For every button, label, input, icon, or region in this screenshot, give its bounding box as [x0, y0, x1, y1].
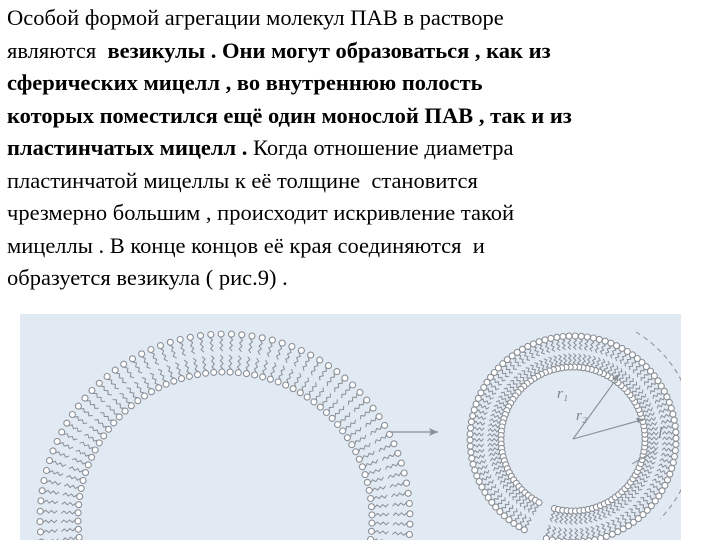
lipid-head: [344, 435, 350, 441]
lipid-head: [317, 404, 323, 410]
lipid-head: [329, 415, 335, 421]
lipid-head: [468, 425, 474, 431]
lipid-head: [219, 369, 225, 375]
lipid-head: [259, 335, 265, 341]
lipid-head: [560, 334, 566, 340]
closing-vesicle: [467, 333, 679, 540]
lipid-head: [59, 429, 65, 435]
lipid-head: [668, 405, 674, 411]
text-line: [7, 230, 713, 263]
lipid-head: [75, 526, 81, 532]
lipid-head: [672, 454, 678, 460]
lipid-head: [279, 340, 285, 346]
text-line: [7, 197, 713, 230]
lipid-head: [78, 485, 84, 491]
lipid-head: [406, 501, 412, 507]
lipid-head: [566, 333, 572, 339]
lipid-head: [122, 408, 128, 414]
lipid-head: [83, 470, 89, 476]
lipid-head: [229, 331, 235, 337]
lipid-head: [584, 334, 590, 340]
text-run: Когда отношение диаметра: [253, 135, 514, 160]
lipid-head: [275, 379, 281, 385]
lipid-head: [521, 527, 527, 533]
lipid-head: [470, 461, 476, 467]
lipid-head: [177, 337, 183, 343]
lipid-head: [82, 395, 88, 401]
lipid-head: [369, 528, 375, 534]
lipid-head: [340, 428, 346, 434]
lipid-head: [602, 338, 608, 344]
lipid-head: [283, 382, 289, 388]
lipid-head: [665, 477, 671, 483]
lipid-head: [128, 403, 134, 409]
lipid-head: [335, 422, 341, 428]
lipid-head: [536, 500, 542, 506]
label-r1: r₁: [557, 386, 569, 402]
lipid-head: [467, 431, 473, 437]
lipid-head: [171, 378, 177, 384]
text-run: являются: [7, 37, 108, 63]
lipid-head: [472, 467, 478, 473]
lipid-head: [405, 490, 411, 496]
lipid-head: [543, 536, 549, 540]
lipid-head: [672, 423, 678, 429]
radius-r1-line: [573, 374, 620, 439]
lipid-head: [218, 331, 224, 337]
lipid-head: [391, 441, 397, 447]
lipid-head: [407, 511, 413, 517]
bold-text-run: везикулы . Они могут образоваться , как из: [107, 37, 551, 63]
bold-text-run: сферических мицелл , во внутреннюю полость: [7, 70, 483, 95]
lipid-head: [395, 450, 401, 456]
lipid-head: [350, 382, 356, 388]
lipid-head: [671, 417, 677, 423]
lipid-head: [364, 479, 370, 485]
lipid-head: [37, 519, 43, 525]
lipid-head: [673, 429, 679, 435]
lipid-head: [149, 389, 155, 395]
lipid-head: [290, 386, 296, 392]
lipid-head: [578, 333, 584, 339]
lipid-head: [326, 363, 332, 369]
lipid-head: [470, 413, 476, 419]
lipid-head: [398, 460, 404, 466]
lipid-head: [542, 337, 548, 343]
text-run: образуется везикула ( рис.9) .: [7, 265, 288, 290]
lipid-head: [39, 488, 45, 494]
figure-drawing: [20, 314, 681, 540]
lipid-head: [669, 465, 675, 471]
lipid-head: [112, 367, 118, 373]
lipid-head: [121, 361, 127, 367]
lipid-head: [308, 352, 314, 358]
lipid-head: [198, 333, 204, 339]
text-run: чрезмерно большим , происходит искривление такой: [7, 200, 515, 225]
lipid-head: [289, 344, 295, 350]
lipid-head: [116, 414, 122, 420]
lipid-head: [85, 462, 91, 468]
lipid-head: [76, 534, 82, 540]
lipid-head: [369, 504, 375, 510]
lipid-head: [156, 385, 162, 391]
lipid-head: [407, 521, 413, 527]
lipid-head: [334, 369, 340, 375]
lipid-head: [179, 376, 185, 382]
lipid-head: [50, 448, 56, 454]
bold-text-run: пластинчатых мицелл .: [7, 135, 254, 160]
lipid-head: [267, 376, 273, 382]
lipid-head: [468, 419, 474, 425]
lipid-head: [673, 441, 679, 447]
curved-micelle-bilayer: [37, 331, 413, 540]
lipid-head: [148, 347, 154, 353]
lipid-head: [323, 410, 329, 416]
lipid-head: [670, 411, 676, 417]
lipid-head: [96, 380, 102, 386]
paragraph: [7, 2, 713, 295]
lipid-head: [135, 398, 141, 404]
lipid-head: [187, 334, 193, 340]
text-run: пластинчатой мицеллы к её толщине становится: [7, 167, 478, 193]
lipid-head: [368, 537, 374, 540]
text-line: [7, 262, 713, 295]
lipid-head: [104, 374, 110, 380]
lipid-head: [208, 332, 214, 338]
lipid-head: [368, 496, 374, 502]
lipid-head: [370, 405, 376, 411]
lipid-head: [359, 464, 365, 470]
lipid-head: [357, 389, 363, 395]
lipid-head: [75, 403, 81, 409]
text-line: [7, 2, 713, 35]
lipid-head: [536, 339, 542, 345]
lipid-head: [382, 422, 388, 428]
text-run: Особой формой агрегации молекул ПАВ в растворе: [7, 5, 504, 30]
lipid-head: [167, 339, 173, 345]
lipid-head: [376, 414, 382, 420]
lipid-head: [667, 471, 673, 477]
lipid-head: [311, 399, 317, 405]
lipid-head: [203, 370, 209, 376]
lipid-head: [101, 433, 107, 439]
lipid-head: [111, 420, 117, 426]
lipid-head: [475, 395, 481, 401]
lipid-head: [467, 437, 473, 443]
lipid-head: [54, 438, 60, 444]
lipid-head: [364, 397, 370, 403]
lipid-head: [672, 448, 678, 454]
lipid-head: [227, 369, 233, 375]
lipid-head: [260, 374, 266, 380]
lipid-head: [38, 529, 44, 535]
lipid-head: [356, 456, 362, 462]
lipid-head: [239, 332, 245, 338]
lipid-head: [467, 443, 473, 449]
lipid-head: [244, 371, 250, 377]
lipid-head: [598, 535, 604, 540]
lipid-head: [142, 393, 148, 399]
text-line: [7, 67, 713, 100]
label-r2: r₂: [576, 408, 588, 424]
lipid-head: [76, 502, 82, 508]
lipid-head: [269, 337, 275, 343]
lipid-head: [596, 336, 602, 342]
lipid-head: [195, 372, 201, 378]
lipid-head: [304, 394, 310, 400]
lipid-head: [75, 518, 81, 524]
lipid-head: [64, 420, 70, 426]
lipid-head: [317, 357, 323, 363]
lipid-head: [469, 455, 475, 461]
lipid-head: [249, 333, 255, 339]
label-l: l: [658, 425, 663, 442]
lipid-head: [69, 412, 75, 418]
lipid-head: [404, 480, 410, 486]
lipid-head: [342, 375, 348, 381]
lipid-head: [298, 348, 304, 354]
text-line: [7, 132, 713, 165]
lipid-head: [673, 435, 679, 441]
lipid-head: [572, 333, 578, 339]
vesicle-formation-figure: [20, 314, 681, 540]
lipid-head: [590, 335, 596, 341]
lipid-head: [163, 381, 169, 387]
lipid-head: [349, 442, 355, 448]
lipid-head: [471, 407, 477, 413]
lipid-head: [38, 498, 44, 504]
lipid-head: [235, 370, 241, 376]
lipid-head: [406, 532, 412, 538]
bold-text-run: которых поместился ещё один монослой ПАВ , так и из: [7, 102, 572, 128]
lipid-head: [468, 449, 474, 455]
lipid-head: [89, 388, 95, 394]
lipid-tail: [569, 528, 572, 540]
text-line: [7, 165, 713, 198]
transition-arrow: [390, 428, 438, 436]
text-line: [7, 35, 713, 68]
lipid-tail: [575, 529, 578, 540]
lipid-head: [158, 343, 164, 349]
lipid-head: [80, 478, 86, 484]
lipid-head: [369, 512, 375, 518]
lipid-head: [211, 369, 217, 375]
text-run: мицеллы . В конце концов её края соединяются и: [7, 232, 485, 258]
lipid-head: [353, 449, 359, 455]
lipid-head: [604, 533, 610, 539]
lipid-head: [366, 487, 372, 493]
lipid-head: [297, 390, 303, 396]
lipid-head: [75, 510, 81, 516]
lipid-head: [106, 426, 112, 432]
lipid-head: [37, 508, 43, 514]
lipid-head: [548, 335, 554, 341]
lipid-head: [130, 356, 136, 362]
lipid-head: [44, 468, 50, 474]
lipid-head: [47, 458, 53, 464]
lipid-head: [77, 494, 83, 500]
lipid-head: [362, 472, 368, 478]
lipid-head: [41, 478, 47, 484]
lipid-head: [96, 440, 102, 446]
lipid-head: [92, 447, 98, 453]
lipid-head: [401, 470, 407, 476]
lipid-head: [554, 334, 560, 340]
lipid-head: [473, 401, 479, 407]
lipid-head: [608, 340, 614, 346]
lipid-head: [369, 520, 375, 526]
lipid-head: [670, 460, 676, 466]
lipid-head: [139, 351, 145, 357]
text-line: [7, 100, 713, 133]
lipid-head: [186, 373, 192, 379]
lipid-head: [252, 372, 258, 378]
lipid-head: [89, 454, 95, 460]
